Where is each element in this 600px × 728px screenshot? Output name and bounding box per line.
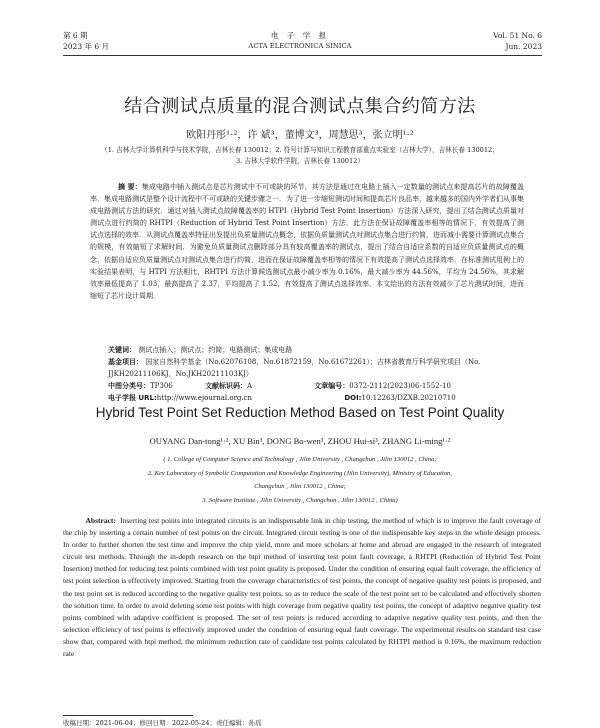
affiliation-line: Changchun , Jilin 130012 , China; [254, 483, 346, 490]
clc-value: TP306 [150, 382, 173, 390]
abstract-text-cn: 集成电路中插入测试点是芯片测试中不可或缺的环节，其方法是通过在电路上插入一定数量的测试点来提高芯片的故障覆盖率．集成电路测试是整个设计流程中不可或缺的关键步骤之一．为了进一步缩短测试时间和提高芯片良品率，越来越多的国内外学者们从事集成电路测试方法的研究．通过对插入测试点故障覆盖率的 HTPI（Hybrid Test Point Insertion）方法深入研究，提出了结合测试点质量对测试点进行约简的 RHTPI（Reduction of Hybrid Test Point Insertion）方法．此方法在保证故障覆盖率相等的情况下，有效提高了测试点选择的效率．从测试点覆盖率特征出发提出负质量测试点概念，依据负质量测试点对测试点集合进行约简，进而减小需要计算测试点集合的规模，有效缩短了求解时间．为避免负质量测试点删除部分具有较高覆盖率的测试点，提出了结合自适应系数的自适应负质量测试点的概念，依据自适应负质量测试点对测试点集合进行约简，进而在保证故障覆盖率相等的情况下有效提高了测试点选择效率．在标准测试用例上的实验结果表明，与 HTPI 方法相比，RHTPI 方法计算候选测试点最小减少率为 0.16%，最大减少率为 44.56%，平均为 24.56%，其求解效率最低提高了 1.03，最高提高了 2.37，平均提高了 1.52，有效提高了测试点选择效率．本文给出的方法有效减少了芯片测试时间，进而缩短了芯片设计周期． [90, 183, 525, 300]
fund-label: 基金项目： [108, 358, 143, 366]
footnote-dates: 收稿日期：2021-06-04；修回日期：2022-05-24；责任编辑：孙瑶 [63, 719, 262, 727]
issue-date: 2023 年 6 月 [63, 42, 110, 51]
affiliations-en [80, 453, 520, 507]
url-label: 电子学报 URL: [108, 394, 157, 402]
issue-date-en: Jun. 2023 [505, 42, 542, 51]
doc-code-value: A [246, 382, 253, 390]
issue-number: 第 6 期 [63, 31, 88, 40]
abstract-text-en: Inserting test points into integrated circuits is an indispensable link in chip testing, the method of which is to improve the fault coverage of the chip by inserting a certain number of test points on the circuit. Integrated circuit testing is one of the indispensable key steps in the whole design process. In order to further shorten the test time and improve the chip yield, more and more scholars at home and abroad are engaged in the research of integrated circuit test methods. Through the in-depth research on the htpi method of inserting test point fault coverage, a RHTPI (Reduction of Hybrid Test Point Insertion) method for reducing test points combined with test point quality is proposed. Under the condition of ensuring equal fault coverage, the efficiency of test point selection is effectively improved. Starting from the coverage characteristics of test points, the concept of negative quality test points is proposed, and the test point set is reduced according to the negative quality test points, so as to reduce the scale of the test point set to be calculated and effectively shorten the solution time. In order to avoid deleting some test points with high coverage from negative quality test points, the concept of adaptive negative quality test points combined with adaptive coefficient is proposed. The set of test points is reduced according to adaptive negative quality test points, and then the selection efficiency of test points is effectively improved under the condition of ensuring equal fault coverage. The experimental results on standard test case show that, compared with htpi method, the minimum reduction rate of candidate test points calculated by RHTPI method is 0.16%, the maximum reduction rate [63, 516, 541, 659]
affiliation-line: ( 1. College of Computer Science and Technology , Jilin University , Changchun , Jilin 130012 , China; [163, 456, 437, 463]
paper-title-cn: 结合测试点质量的混合测试点集合约简方法 [124, 96, 476, 117]
journal-url[interactable]: http://www.ejournal.org.cn [156, 394, 253, 402]
abstract-cn [90, 181, 524, 302]
authors-en: OUYANG Dan-tong¹·², XU Bin³, DONG Bo-wen³, ZHOU Hui-si³, ZHANG Li-ming¹·² [149, 436, 451, 446]
abstract-label-en: Abstract: [85, 516, 116, 525]
affiliation-line: （1. 吉林大学计算机科学与技术学院，吉林长春 130012；2. 符号计算与知识工程教育部重点实验室（吉林大学），吉林长春 130012； [101, 146, 499, 154]
keywords [108, 344, 538, 356]
clc-label: 中图分类号： [108, 382, 150, 390]
classification-row [108, 380, 451, 392]
header-right [493, 30, 542, 52]
affiliations-cn [70, 145, 530, 167]
article-number-value: 0372-2112(2023)06-1552-10 [349, 382, 451, 390]
authors-cn: 欧阳丹彤¹·²，许 斌³，董博文³，周慧思³，张立明¹·² [186, 130, 414, 141]
doc-code-label: 文献标识码： [204, 382, 247, 390]
paper-title-en: Hybrid Test Point Set Reduction Method Based on Test Point Quality [95, 405, 505, 420]
affiliation-line: 3. Software Institute , Jilin University , Changchun , Jilin 130012 , China) [202, 496, 398, 504]
doi-label: DOI: [344, 394, 362, 402]
fund-info [108, 356, 538, 380]
abstract-en [63, 515, 541, 660]
header-rule [63, 55, 542, 56]
article-number-label: 文章编号： [314, 382, 350, 390]
journal-name-en: ACTA ELECTRONICA SINICA [248, 42, 352, 50]
url-doi-row [108, 392, 456, 404]
doi-value: 10.12263/DZXB.20210710 [361, 394, 456, 402]
affiliation-line: 2. Key Laboratory of Symbolic Computation and Knowledge Engineering (Jilin University), Ministry of Education, [147, 469, 452, 477]
footnote-rule [63, 715, 193, 716]
affiliation-line: 3. 吉林大学软件学院，吉林长春 130012） [236, 157, 364, 165]
keywords-text: 测试点插入；测试点；约简；电路测试；集成电路 [138, 346, 293, 354]
keywords-label: 关键词： [108, 346, 136, 354]
journal-name-cn: 电 子 学 报 [270, 31, 330, 40]
abstract-label-cn: 摘 要： [118, 183, 142, 191]
fund-text: 国家自然科学基金（No.62076108，No.61872159，No.61672261）；吉林省教育厅科学研究项目（No. JJKH20211106KJ，No.JKH20211103KJ） [108, 358, 481, 378]
volume-number: Vol. 51 No. 6 [493, 31, 542, 40]
